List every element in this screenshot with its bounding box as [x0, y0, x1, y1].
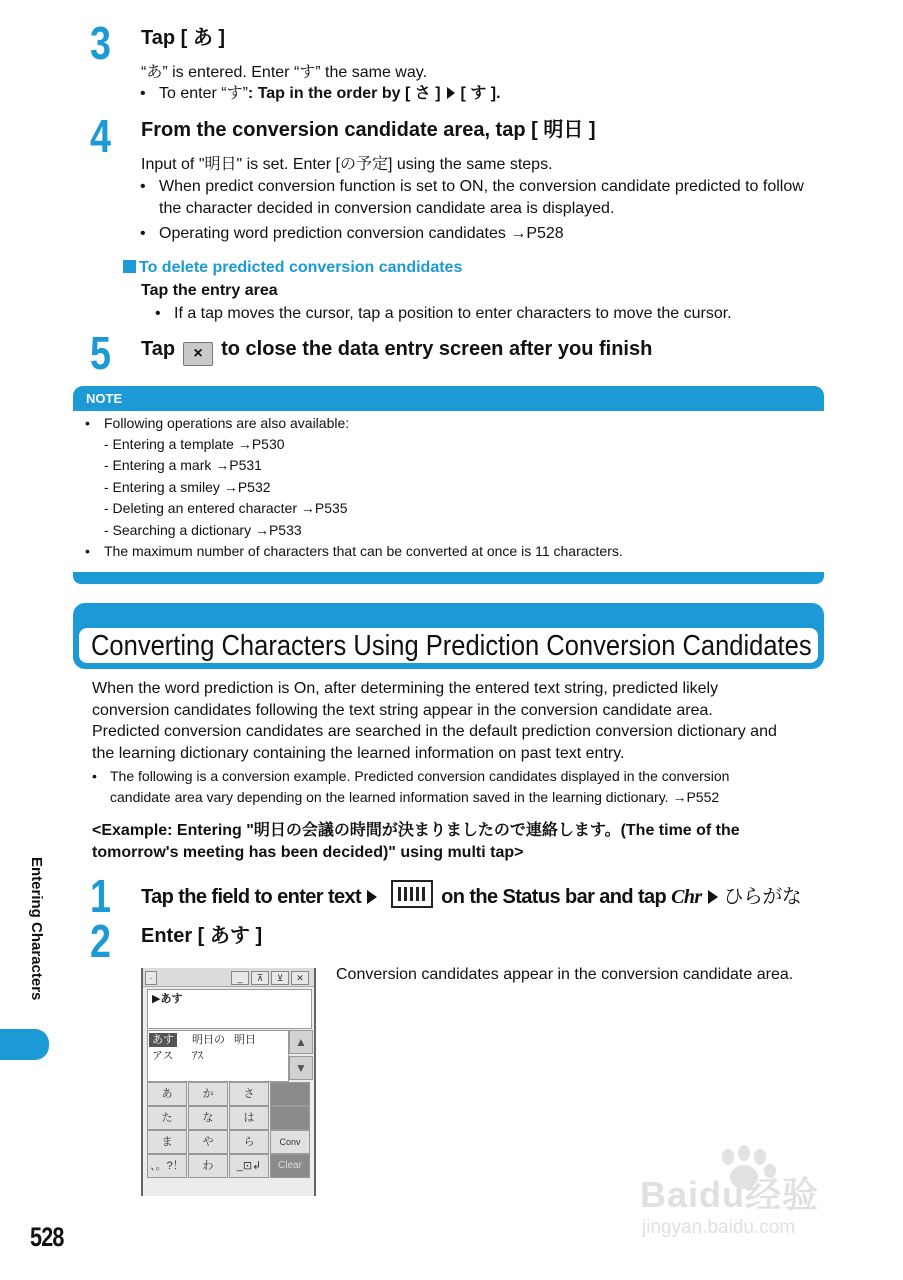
candidate-item[interactable]: 明日 [234, 1034, 256, 1046]
section-header [73, 603, 824, 669]
candidate-item[interactable]: あす [149, 1033, 177, 1047]
step4-bullet-1: • When predict conversion function is set to ON, the conversion candidate predicted to follow the character decided in conversion candidate area is displayed. [140, 178, 804, 217]
scroll-down-icon[interactable]: ▼ [289, 1056, 313, 1080]
key[interactable]: 、。?！ [147, 1154, 187, 1178]
subsection-bullet: • If a tap moves the cursor, tap a position to enter characters to move the cursor. [155, 305, 732, 322]
key[interactable]: さ [229, 1082, 269, 1106]
close-icon: × [183, 342, 213, 366]
candidate-item[interactable]: アス [152, 1050, 174, 1062]
section-para-line: When the word prediction is On, after determining the entered text string, predicted likely [92, 680, 719, 697]
key[interactable]: ら [229, 1130, 269, 1154]
note-item: - Searching a dictionary →P533 [104, 522, 302, 538]
move-down-button[interactable]: ⊻ [271, 971, 289, 985]
step5-heading: Tap × to close the data entry screen after you finish [141, 337, 652, 366]
note-item: - Entering a mark →P531 [104, 457, 262, 473]
section-bullet-line: candidate area vary depending on the learned information saved in the learning dictionary. →P552 [110, 789, 720, 805]
note-item: - Entering a template →P530 [104, 436, 285, 452]
key[interactable]: や [188, 1130, 228, 1154]
minimize-button[interactable]: _ [231, 971, 249, 985]
section-para-line: conversion candidates following the text string appear in the conversion candidate area. [92, 702, 713, 719]
key[interactable]: ま [147, 1130, 187, 1154]
phone-title-bar: · _ ⊼ ⊻ ✕ [143, 968, 314, 987]
note-item: - Entering a smiley →P532 [104, 479, 271, 495]
key[interactable]: た [147, 1106, 187, 1130]
key[interactable] [270, 1106, 310, 1130]
stepB2-heading: Enter [ あす ] [141, 925, 263, 947]
watermark-url: jingyan.baidu.com [642, 1217, 796, 1238]
note-label: NOTE [86, 391, 123, 406]
note-line-2: • The maximum number of characters that can be converted at once is 11 characters. [85, 543, 623, 559]
step-number-1: 1 [90, 870, 110, 922]
subsection-title: To delete predicted conversion candidates [123, 258, 462, 278]
watermark [640, 1145, 860, 1245]
note-box [73, 386, 824, 584]
step-number-2: 2 [90, 915, 110, 967]
note-line-1: • Following operations are also available: [85, 415, 350, 431]
key[interactable]: は [229, 1106, 269, 1130]
conv-key[interactable]: Conv [270, 1130, 310, 1154]
section-title: Converting Characters Using Prediction Conversion Candidates [91, 630, 812, 662]
key[interactable]: わ [188, 1154, 228, 1178]
step4-text: Input of "明日" is set. Enter [の予定] using the same steps. [141, 156, 553, 173]
section-bullet-line: • The following is a conversion example. Predicted conversion candidates displayed in the conversion [92, 768, 730, 784]
section-para-line: Predicted conversion candidates are searched in the default prediction conversion dictionary and [92, 723, 777, 740]
step3-heading: Tap [ あ ] [141, 27, 226, 49]
arrow-right-icon [708, 890, 718, 904]
scroll-up-icon[interactable]: ▲ [289, 1030, 313, 1054]
page-number: 528 [30, 1222, 64, 1252]
text-entry-area[interactable]: ▶あす [147, 989, 312, 1029]
clear-key[interactable]: Clear [270, 1154, 310, 1178]
arrow-right-icon [447, 87, 455, 99]
key[interactable]: な [188, 1106, 228, 1130]
section-para-line: the learning dictionary containing the learned information on past text entry. [92, 745, 625, 762]
key[interactable]: あ [147, 1082, 187, 1106]
move-up-button[interactable]: ⊼ [251, 971, 269, 985]
step-number-3: 3 [90, 17, 110, 69]
step4-bullet-2: • Operating word prediction conversion candidates →P528 [140, 225, 564, 242]
candidate-item[interactable]: 明日の [192, 1034, 225, 1046]
key[interactable]: _⊡↲ [229, 1154, 269, 1178]
phone-screen [141, 968, 316, 1196]
conversion-candidate-area [147, 1030, 289, 1082]
note-item: - Deleting an entered character →P535 [104, 500, 348, 516]
stepB2-caption: Conversion candidates appear in the conversion candidate area. [336, 966, 794, 983]
side-chapter-label: Entering Characters [28, 857, 45, 1001]
stepB1-heading: Tap the field to enter text on the Status bar and tap Chr ひらがな [141, 880, 801, 909]
key[interactable]: か [188, 1082, 228, 1106]
watermark-brand: Baidu经验 [640, 1174, 820, 1215]
step-number-5: 5 [90, 327, 110, 379]
step3-bullet: • To enter “す”: Tap in the order by [ さ ] [ す ]. [140, 85, 501, 102]
arrow-right-icon [367, 890, 377, 904]
candidate-item[interactable]: ｱｽ [192, 1050, 203, 1062]
square-marker-icon [123, 260, 136, 273]
example-line: tomorrow's meeting has been decided)" using multi tap> [92, 844, 524, 861]
subsection-action: Tap the entry area [141, 282, 278, 299]
step-number-4: 4 [90, 110, 110, 162]
close-button[interactable]: ✕ [291, 971, 309, 985]
example-line: <Example: Entering "明日の会議の時間が決まりましたので連絡します。(The time of the [92, 822, 740, 839]
keyboard-icon [391, 880, 433, 908]
side-chapter-tab [0, 1029, 49, 1060]
step3-text: “あ” is entered. Enter “す” the same way. [141, 64, 428, 81]
key[interactable] [270, 1082, 310, 1106]
step4-heading: From the conversion candidate area, tap [ 明日 ] [141, 119, 596, 141]
